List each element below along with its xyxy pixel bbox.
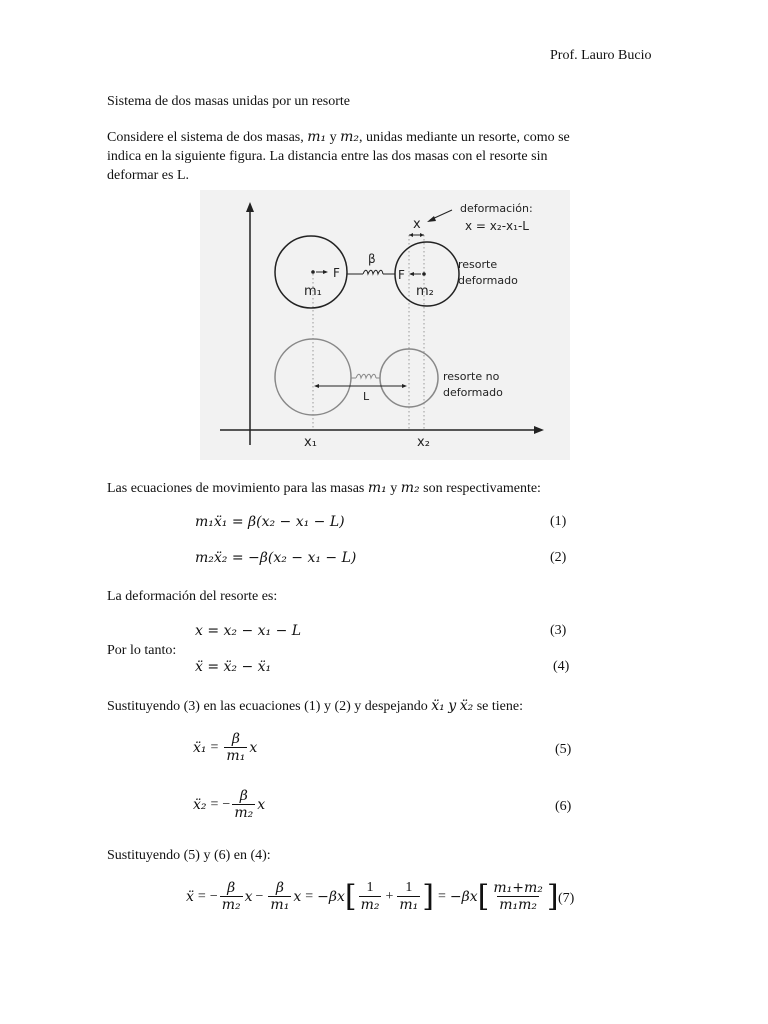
mass-2-undeformed	[380, 349, 438, 407]
intro-line-2: indica en la siguiente figura. La distancia entre las dos masas con el resorte sin	[107, 149, 548, 164]
eq7-frac2-num: β	[275, 880, 284, 896]
eq5-num: β	[231, 731, 240, 747]
section-title: Sistema de dos masas unidas por un resorte	[107, 94, 351, 109]
axis-x2-label: x₂	[417, 435, 430, 450]
symbol-ddx2: ẍ₂	[459, 698, 474, 714]
eq7-betax1: −βx	[317, 888, 345, 905]
intro-text-b: unidas mediante un resorte, como se	[366, 130, 570, 145]
spring-constant-label: β	[368, 252, 376, 266]
eq7-betax2: −βx	[449, 888, 478, 905]
force-label-1: F	[333, 266, 340, 280]
eq7-rbracket2: ]	[546, 878, 559, 914]
length-L-label: L	[363, 390, 370, 403]
equation-3-number: (3)	[550, 623, 567, 638]
equation-4: ẍ = ẍ₂ − ẍ₁	[195, 659, 272, 675]
eq7-frac2	[268, 880, 291, 913]
eq6-lhs: ẍ₂	[193, 796, 207, 813]
eq6-den: m₂	[234, 805, 254, 821]
equation-6	[193, 788, 265, 821]
intro-line-3: deformar es L.	[107, 168, 190, 183]
eq6-equals: =	[210, 796, 219, 812]
eqs-intro-b: son respectivamente:	[423, 481, 541, 496]
eq7-frac3-den: m₂	[360, 897, 380, 913]
eq6-minus: −	[222, 796, 231, 812]
deformation-label: deformación:	[460, 202, 533, 215]
eq6-x: x	[257, 796, 266, 813]
deformation-text: La deformación del resorte es:	[107, 589, 278, 604]
x-axis-arrow	[534, 426, 544, 434]
resorte-deformado-label-2: deformado	[458, 274, 518, 287]
subst1-a: Sustituyendo (3) en las ecuaciones (1) y (2) y despejando	[107, 699, 428, 714]
equation-7-number: (7)	[558, 891, 575, 906]
symbol-ddx1: ẍ₁	[431, 698, 445, 714]
conj-y: y	[329, 130, 337, 145]
equation-7	[186, 880, 559, 913]
deformation-formula: x = x₂-x₁-L	[465, 219, 529, 233]
equation-6-number: (6)	[555, 799, 572, 814]
equation-2-number: (2)	[550, 550, 567, 565]
subst1-b: se tiene:	[476, 699, 523, 714]
y-axis-arrow	[246, 202, 254, 212]
eq5-fraction	[224, 731, 247, 764]
eq7-lhs: ẍ	[186, 888, 194, 905]
resorte-no-deformado-label-2: deformado	[443, 386, 503, 399]
substitution-1-text	[107, 696, 523, 717]
eq5-equals: =	[210, 739, 219, 755]
eq7-lbracket1: [	[344, 878, 357, 914]
conj-y-b: y	[390, 481, 398, 496]
equation-1: m₁ẍ₁ = β(x₂ − x₁ − L)	[195, 514, 345, 530]
force-label-2: F	[398, 268, 405, 282]
eq7-rbracket1: ]	[422, 878, 434, 914]
mass-2-label: m₂	[416, 284, 434, 299]
eq7-eq3: =	[437, 888, 446, 904]
eq7-x1: x	[244, 888, 253, 905]
deformation-x-label: x	[413, 217, 421, 232]
eqs-intro-a: Las ecuaciones de movimiento para las masas	[107, 481, 365, 496]
resorte-no-deformado-label-1: resorte no	[443, 370, 500, 383]
eq7-lbracket2: [	[477, 878, 490, 914]
spring-deformed	[363, 270, 383, 274]
eq5-x: x	[249, 739, 258, 756]
symbol-m1-b: m₁	[367, 480, 387, 496]
por-lo-tanto: Por lo tanto:	[107, 643, 177, 658]
equation-2: m₂ẍ₂ = −β(x₂ − x₁ − L)	[195, 550, 357, 566]
symbol-m2-b: m₂	[400, 480, 420, 496]
symbol-m1: m₁	[307, 129, 327, 145]
equation-5-number: (5)	[555, 742, 572, 757]
eq7-eq1: =	[197, 888, 206, 904]
figure-svg	[200, 190, 570, 460]
axis-x1-label: x₁	[304, 435, 317, 450]
eqs-intro	[107, 478, 541, 499]
eq7-frac5	[491, 880, 545, 913]
eq6-num: β	[239, 788, 248, 804]
intro-line-1: Considere el sistema de dos masas, m₁ y m₂, unidas mediante un resorte, como se	[107, 129, 570, 145]
equation-3: x = x₂ − x₁ − L	[195, 623, 302, 639]
eq7-frac3	[359, 880, 382, 913]
symbol-m2: m₂	[340, 129, 360, 145]
eq6-fraction	[232, 788, 255, 821]
eq7-frac1-num: β	[227, 880, 236, 896]
eq7-frac1-den: m₂	[221, 897, 241, 913]
eq7-plus: +	[385, 888, 394, 904]
equation-4-number: (4)	[553, 659, 570, 674]
eq5-lhs: ẍ₁	[193, 739, 207, 756]
author-header: Prof. Lauro Bucio	[550, 48, 652, 63]
eq7-frac3-num: 1	[366, 880, 374, 895]
intro-text-a: Considere el sistema de dos masas,	[107, 130, 304, 145]
equation-1-number: (1)	[550, 514, 567, 529]
eq7-frac5-num: m₁+m₂	[493, 880, 543, 896]
eq7-frac4-den: m₁	[399, 897, 419, 913]
mass-1-label: m₁	[304, 284, 322, 299]
eq7-frac5-den: m₁m₂	[499, 897, 537, 913]
eq7-frac4	[397, 880, 420, 913]
eq7-x2: x	[293, 888, 302, 905]
eq5-den: m₁	[226, 748, 246, 764]
eq7-frac2-den: m₁	[270, 897, 290, 913]
eq7-frac4-num: 1	[405, 880, 413, 895]
eq7-eq2: =	[305, 888, 314, 904]
eq7-frac1	[220, 880, 243, 913]
substitution-2-text: Sustituyendo (5) y (6) en (4):	[107, 848, 271, 863]
equation-5	[193, 731, 257, 764]
resorte-deformado-label-1: resorte	[458, 258, 498, 271]
eq7-minus2: −	[255, 888, 264, 904]
two-mass-spring-figure	[200, 190, 570, 460]
symbol-y-italic: y	[448, 698, 457, 714]
spring-undeformed	[356, 374, 376, 378]
eq7-minus1: −	[209, 888, 218, 904]
